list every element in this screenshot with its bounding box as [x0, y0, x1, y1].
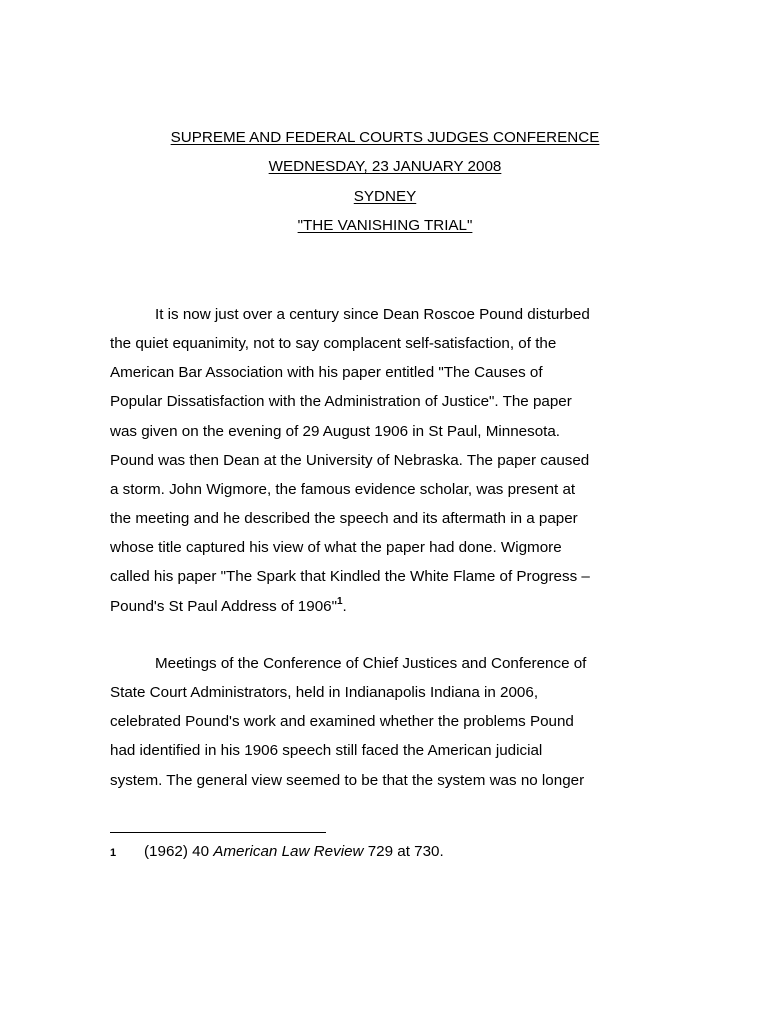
footnote-separator [110, 832, 326, 833]
footnote-citation-suffix: 729 at 730. [363, 843, 444, 860]
conference-title-text: SUPREME AND FEDERAL COURTS JUDGES CONFERENCE [170, 129, 600, 146]
sentence-end: . [342, 597, 347, 615]
paragraph-line: whose title captured his view of what the paper had done. Wigmore [110, 539, 562, 557]
footnote-citation-prefix: (1962) 40 [144, 843, 214, 860]
paragraph-line: Pound was then Dean at the University of Nebraska. The paper caused [110, 451, 590, 469]
paragraph-line: celebrated Pound's work and examined whether the problems Pound [110, 713, 574, 731]
paragraph-line: a storm. John Wigmore, the famous evidence scholar, was present at [110, 480, 576, 498]
footnote-journal-title: American Law Review [213, 843, 364, 860]
paragraph-line: Popular Dissatisfaction with the Administration of Justice". The paper [110, 393, 572, 411]
conference-date [0, 157, 770, 177]
paragraph-line: the meeting and he described the speech and its aftermath in a paper [110, 510, 578, 528]
footnote-reference[interactable]: 1 [336, 595, 343, 607]
paper-title-text: "THE VANISHING TRIAL" [297, 217, 473, 234]
conference-title [0, 128, 770, 148]
paragraph-line-text: Pound's St Paul Address of 1906" [110, 597, 337, 615]
paragraph-line: American Bar Association with his paper entitled "The Causes of [110, 364, 543, 382]
paper-title [0, 216, 770, 236]
conference-date-text: WEDNESDAY, 23 JANUARY 2008 [268, 158, 502, 175]
paragraph-line: system. The general view seemed to be that the system was no longer [110, 771, 585, 789]
footnote-1 [110, 842, 444, 863]
paragraph-line: It is now just over a century since Dean Roscoe Pound disturbed [155, 306, 590, 323]
conference-location-text: SYDNEY [353, 188, 417, 205]
paragraph-line: called his paper "The Spark that Kindled the White Flame of Progress – [110, 568, 590, 586]
paragraph-line: was given on the evening of 29 August 1906 in St Paul, Minnesota. [110, 422, 561, 440]
footnote-number: 1 [110, 847, 117, 859]
paragraph-1 [110, 300, 655, 621]
paragraph-line: Meetings of the Conference of Chief Justices and Conference of [155, 655, 587, 672]
paragraph-2 [110, 649, 655, 795]
conference-location [0, 187, 770, 207]
paragraph-line: State Court Administrators, held in Indianapolis Indiana in 2006, [110, 684, 539, 702]
paragraph-line: had identified in his 1906 speech still faced the American judicial [110, 742, 543, 760]
paragraph-line-last [110, 592, 655, 621]
paragraph-line: the quiet equanimity, not to say complacent self-satisfaction, of the [110, 335, 557, 353]
